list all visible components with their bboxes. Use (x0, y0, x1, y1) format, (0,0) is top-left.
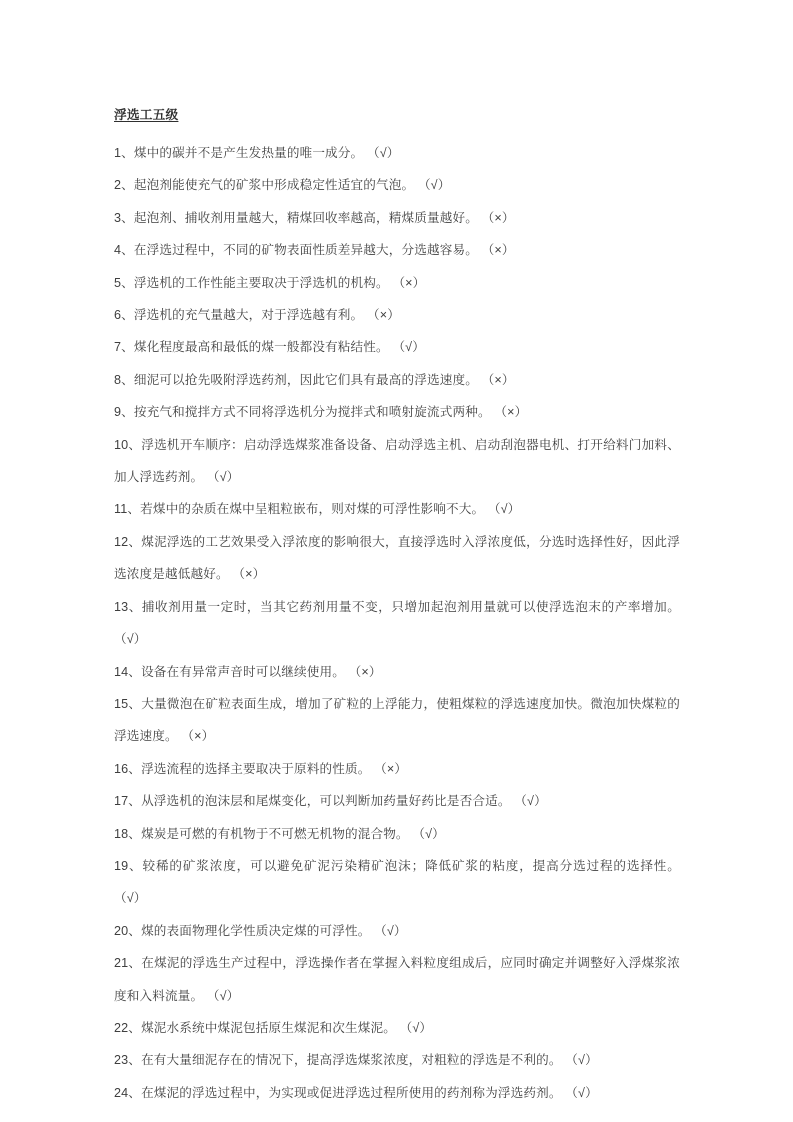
question-text: 煤的表面物理化学性质决定煤的可浮性。 (141, 923, 371, 938)
question-item (114, 656, 680, 688)
answer-mark: （×） (181, 729, 215, 744)
question-text: 浮选机的充气量越大，对于浮选越有利。 (133, 308, 364, 323)
question-text: 按充气和搅拌方式不同将浮选机分为搅拌式和喷射旋流式两种。 (133, 405, 491, 420)
question-item (114, 137, 680, 169)
question-text: 若煤中的杂质在煤中呈粗粒嵌布，则对煤的可浮性影响不大。 (140, 502, 485, 517)
question-number: 20、 (114, 923, 142, 938)
answer-mark: （√） (412, 826, 445, 841)
question-item (114, 429, 680, 494)
question-item (114, 688, 680, 753)
question-item (114, 493, 680, 525)
question-number: 22、 (114, 1020, 142, 1035)
question-text: 在煤泥的浮选生产过程中，浮选操作者在掌握入料粒度组成后，应同时确定并调整好入浮煤浆浓度和入料流量。 (114, 956, 680, 1003)
question-text: 在有大量细泥存在的情况下，提高浮选煤浆浓度，对粗粒的浮选是不利的。 (141, 1053, 562, 1068)
question-number: 11、 (114, 502, 141, 517)
question-text: 细泥可以抢先吸附浮选药剂，因此它们具有最高的浮选速度。 (133, 372, 478, 387)
answer-mark: （×） (494, 405, 528, 420)
question-text: 煤泥水系统中煤泥包括原生煤泥和次生煤泥。 (141, 1020, 396, 1035)
question-text: 煤化程度最高和最低的煤一般都没有粘结性。 (133, 340, 389, 355)
question-number: 21、 (114, 956, 142, 971)
question-number: 9、 (114, 405, 134, 420)
question-number: 4、 (114, 243, 134, 258)
question-number: 10、 (114, 437, 142, 452)
question-item (114, 364, 680, 396)
question-text: 起泡剂能使充气的矿浆中形成稳定性适宜的气泡。 (133, 178, 415, 193)
answer-mark: （×） (348, 664, 382, 679)
question-item (114, 1077, 680, 1109)
answer-mark: （√） (374, 923, 407, 938)
question-number: 12、 (114, 534, 142, 549)
question-item (114, 947, 680, 1012)
question-item (114, 818, 680, 850)
question-number: 17、 (114, 794, 142, 809)
answer-mark: （×） (481, 372, 515, 387)
question-text: 大量微泡在矿粒表面生成，增加了矿粒的上浮能力，使粗煤粒的浮选速度加快。微泡加快煤粒的浮选速度。 (114, 696, 680, 744)
question-text: 设备在有异常声音时可以继续使用。 (141, 664, 345, 679)
question-number: 18、 (114, 826, 142, 841)
question-text: 捕收剂用量一定时，当其它药剂用量不变，只增加起泡剂用量就可以使浮选泡末的产率增加。 (141, 599, 680, 614)
question-text: 煤炭是可燃的有机物于不可燃无机物的混合物。 (141, 826, 409, 841)
question-item (114, 331, 680, 363)
answer-mark: （√） (565, 1085, 598, 1100)
question-text: 浮选机开车顺序：启动浮选煤浆准备设备、启动浮选主机、启动刮泡器电机、打开给料门加料、加人浮选药剂。 (114, 437, 680, 485)
question-number: 14、 (114, 664, 142, 679)
question-item (114, 850, 680, 915)
answer-mark: （√） (392, 340, 425, 355)
answer-mark: （×） (374, 761, 408, 776)
answer-mark: （√） (114, 632, 147, 647)
answer-mark: （√） (514, 794, 547, 809)
answer-mark: （√） (206, 988, 240, 1003)
answer-mark: （√） (114, 891, 147, 906)
question-number: 6、 (114, 308, 134, 323)
question-number: 7、 (114, 340, 134, 355)
answer-mark: （√） (206, 470, 240, 485)
question-number: 2、 (114, 178, 134, 193)
question-item (114, 169, 680, 201)
question-number: 5、 (114, 275, 134, 290)
answer-mark: （√） (366, 146, 400, 160)
question-number: 19、 (114, 858, 143, 873)
question-text: 较稀的矿浆浓度，可以避免矿泥污染精矿泡沫；降低矿浆的粘度，提高分选过程的选择性。 (142, 858, 680, 873)
answer-mark: （×） (392, 275, 426, 290)
question-number: 1、 (114, 146, 134, 160)
question-number: 24、 (114, 1085, 142, 1100)
question-item (114, 396, 680, 428)
answer-mark: （√） (399, 1020, 433, 1035)
question-item (114, 785, 680, 817)
question-number: 13、 (114, 599, 142, 614)
question-text: 从浮选机的泡沫层和尾煤变化，可以判断加药量好药比是否合适。 (141, 794, 511, 809)
question-item (114, 267, 680, 299)
question-number: 16、 (114, 761, 142, 776)
answer-mark: （√） (487, 502, 521, 517)
question-text: 在煤泥的浮选过程中，为实现或促进浮选过程所使用的药剂称为浮选药剂。 (141, 1085, 562, 1100)
question-text: 煤中的碳并不是产生发热量的唯一成分。 (133, 146, 364, 160)
question-item (114, 202, 680, 234)
answer-mark: （×） (481, 210, 515, 225)
question-item (114, 753, 680, 785)
question-item (114, 1012, 680, 1044)
question-item (114, 234, 680, 266)
title-row (114, 104, 680, 137)
question-number: 15、 (114, 696, 142, 711)
question-list (114, 137, 680, 1109)
question-item (114, 526, 680, 591)
answer-mark: （×） (481, 243, 515, 258)
document-body (114, 104, 680, 1109)
question-number: 3、 (114, 210, 134, 225)
question-text: 浮选机的工作性能主要取决于浮选机的机构。 (133, 275, 389, 290)
page-title: 浮选工五级 (114, 108, 179, 122)
question-item (114, 915, 680, 947)
question-text: 在浮选过程中，不同的矿物表面性质差异越大，分选越容易。 (133, 243, 478, 258)
question-item (114, 299, 680, 331)
answer-mark: （√） (417, 178, 451, 193)
question-text: 起泡剂、捕收剂用量越大，精煤回收率越高，精煤质量越好。 (133, 210, 478, 225)
answer-mark: （√） (565, 1053, 598, 1068)
question-text: 浮选流程的选择主要取决于原料的性质。 (141, 761, 371, 776)
question-number: 23、 (114, 1053, 142, 1068)
answer-mark: （×） (366, 308, 400, 323)
question-number: 8、 (114, 372, 134, 387)
question-text: 煤泥浮选的工艺效果受入浮浓度的影响很大，直接浮选时入浮浓度低，分选时选择性好，因此浮选浓度是越低越好。 (114, 534, 680, 582)
question-item (114, 591, 680, 656)
answer-mark: （×） (232, 567, 266, 582)
question-item (114, 1044, 680, 1076)
